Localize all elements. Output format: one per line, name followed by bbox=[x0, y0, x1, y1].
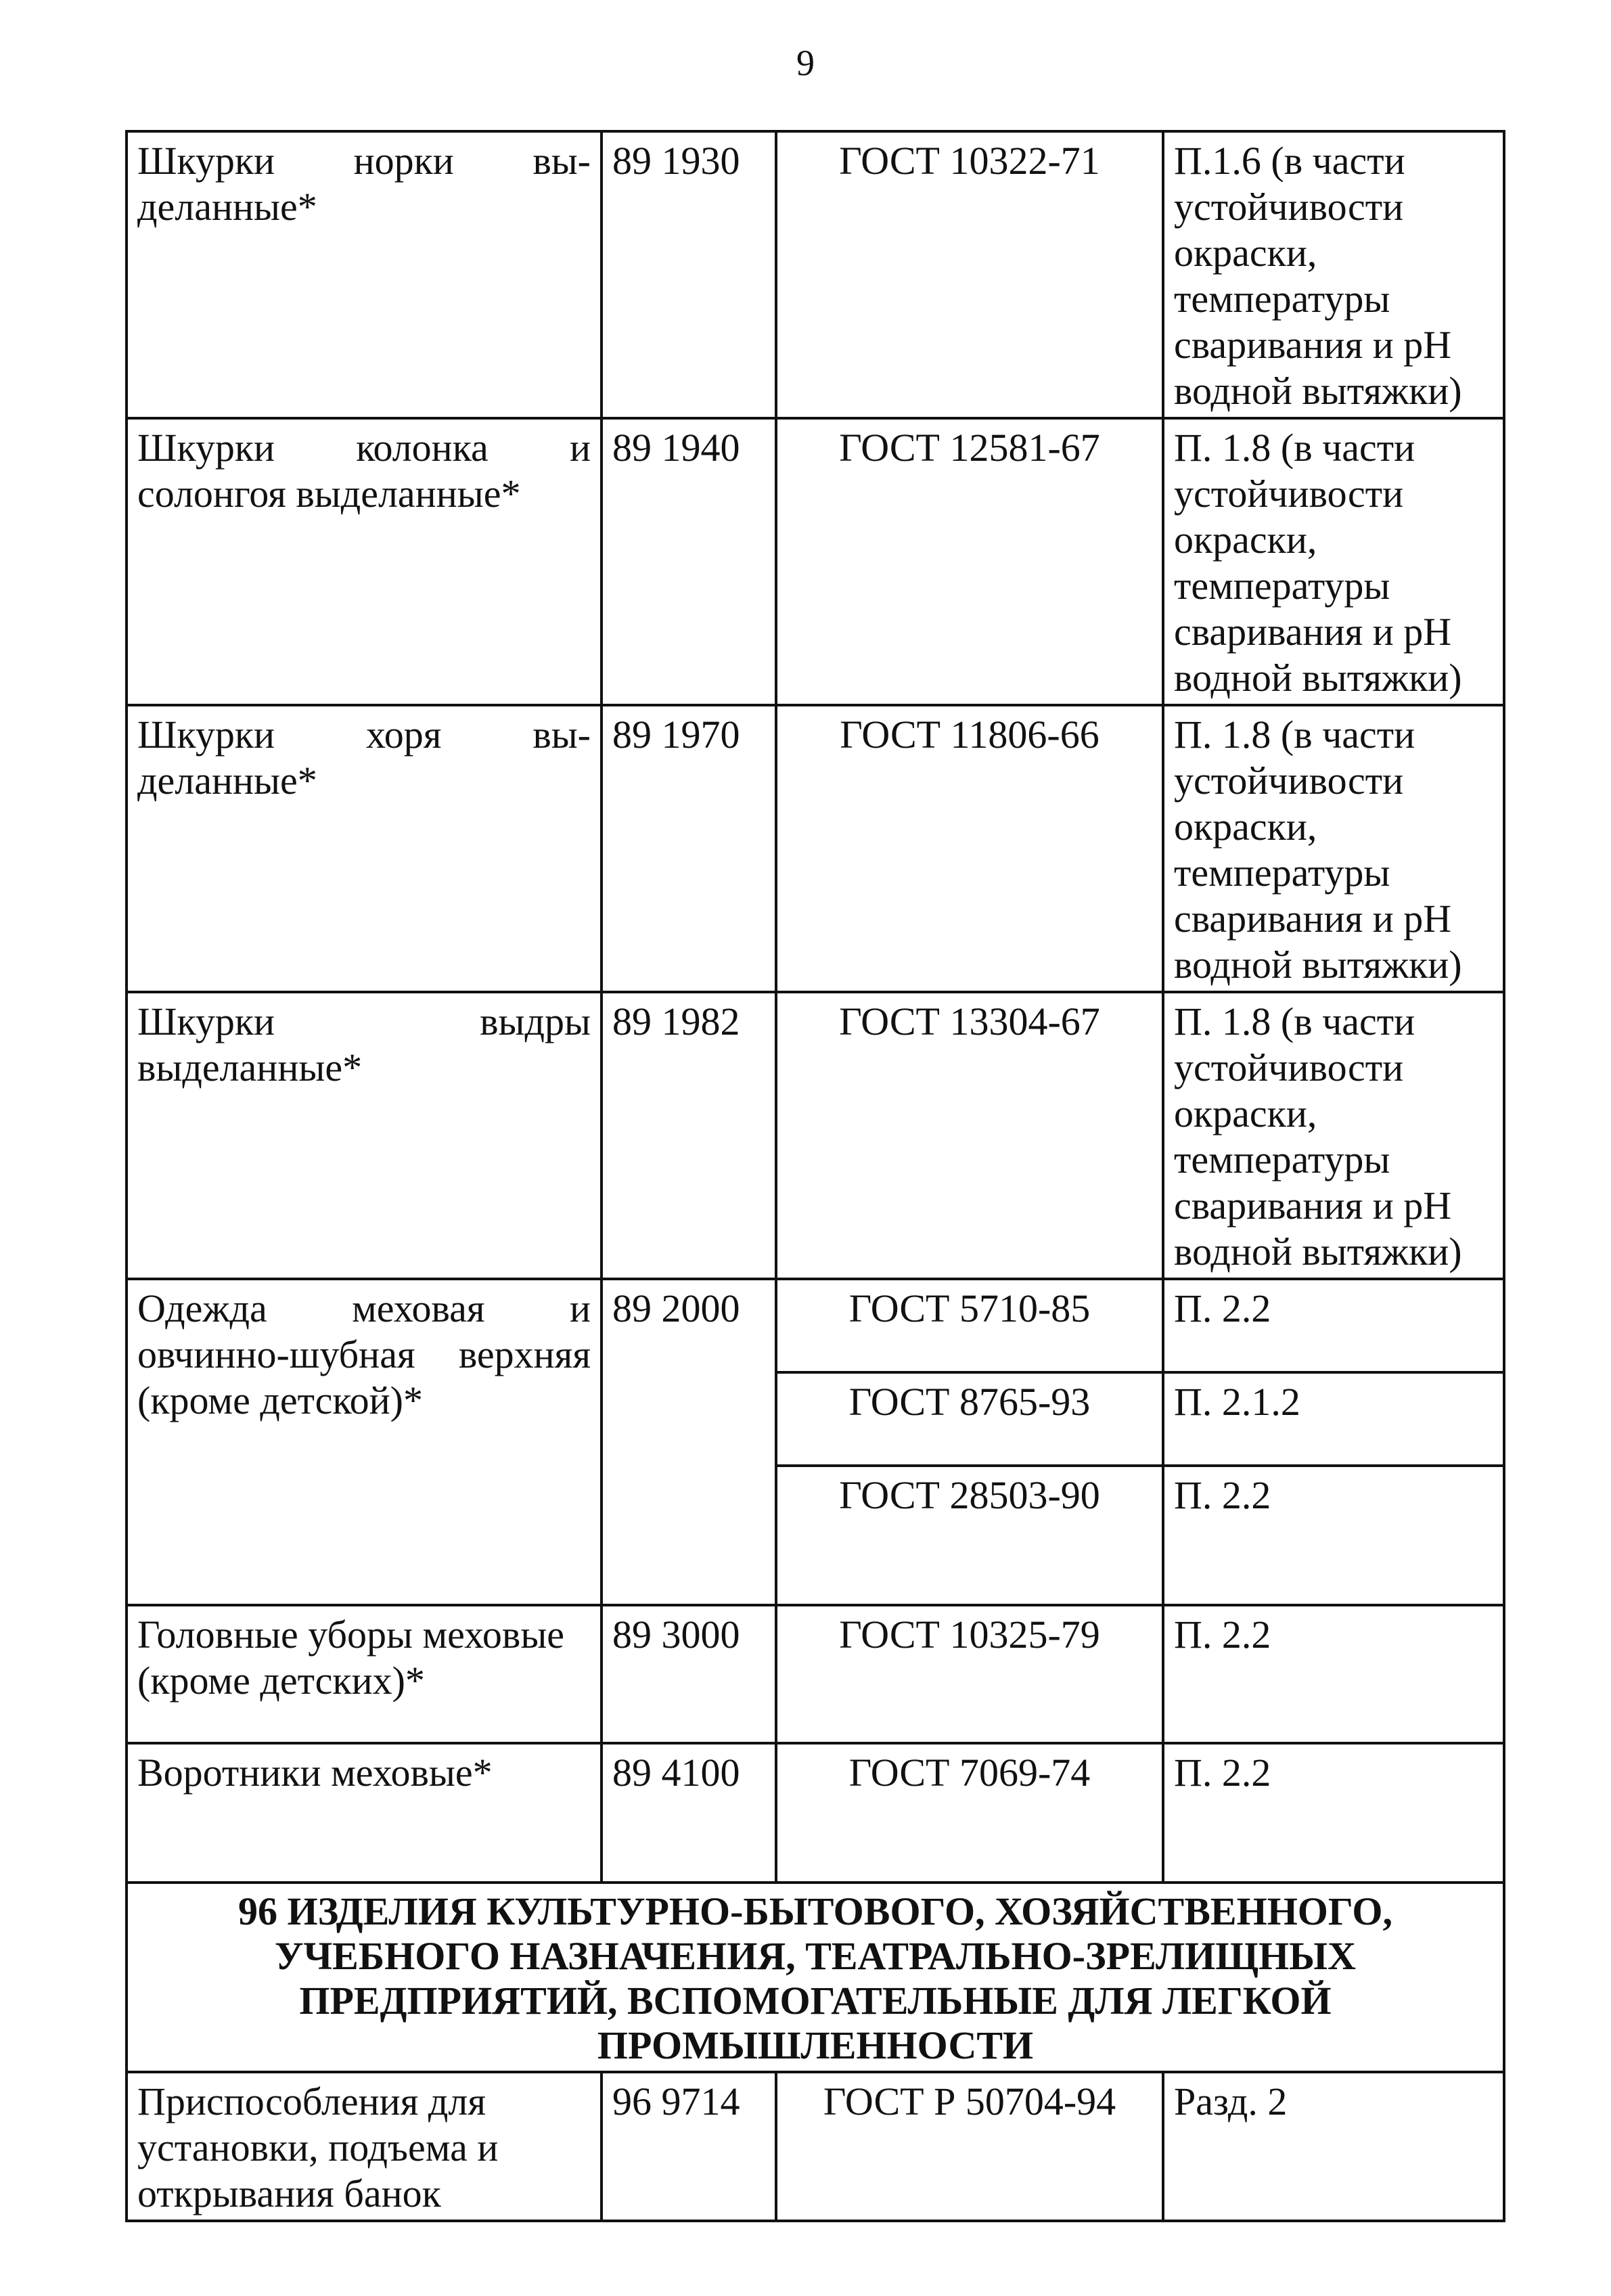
product-name-cell: Шкурки норки вы-деланные* bbox=[127, 131, 602, 418]
standard-cell: ГОСТ 28503-90 bbox=[776, 1466, 1163, 1605]
table-row bbox=[127, 992, 1504, 1279]
clause-cell: П. 2.1.2 bbox=[1163, 1372, 1504, 1466]
standard-cell: ГОСТ 13304-67 bbox=[776, 992, 1163, 1279]
table-row bbox=[127, 705, 1504, 992]
product-name-cell: Шкурки колонка и солонгоя выделанные* bbox=[127, 418, 602, 705]
clause-cell: П. 1.8 (в части устойчивости окраски, температуры сваривания и pH водной вытяжки) bbox=[1163, 705, 1504, 992]
clause-cell: Разд. 2 bbox=[1163, 2072, 1504, 2221]
product-code-cell: 89 1940 bbox=[602, 418, 776, 705]
clause-cell: П. 1.8 (в части устойчивости окраски, температуры сваривания и pH водной вытяжки) bbox=[1163, 418, 1504, 705]
standard-cell: ГОСТ Р 50704-94 bbox=[776, 2072, 1163, 2221]
table-row bbox=[127, 1605, 1504, 1743]
product-code-cell: 89 2000 bbox=[602, 1279, 776, 1605]
clause-cell: П. 2.2 bbox=[1163, 1743, 1504, 1883]
standard-cell: ГОСТ 5710-85 bbox=[776, 1279, 1163, 1372]
product-name-cell: Шкурки хоря вы-деланные* bbox=[127, 705, 602, 992]
standard-cell: ГОСТ 7069-74 bbox=[776, 1743, 1163, 1883]
table-row bbox=[127, 1279, 1504, 1372]
standard-cell: ГОСТ 8765-93 bbox=[776, 1372, 1163, 1466]
page-number: 9 bbox=[796, 43, 815, 83]
standards-table bbox=[125, 130, 1505, 2222]
product-code-cell: 96 9714 bbox=[602, 2072, 776, 2221]
clause-cell: П.1.6 (в части устойчивости окраски, температуры сваривания и pH водной вытяжки) bbox=[1163, 131, 1504, 418]
product-code-cell: 89 3000 bbox=[602, 1605, 776, 1743]
product-name-cell: Приспособления для установки, подъема и открывания банок bbox=[127, 2072, 602, 2221]
table-row bbox=[127, 418, 1504, 705]
product-name-cell: Шкурки выдры выделанные* bbox=[127, 992, 602, 1279]
table-row bbox=[127, 131, 1504, 418]
section-header-row bbox=[127, 1883, 1504, 2072]
product-code-cell: 89 4100 bbox=[602, 1743, 776, 1883]
clause-cell: П. 2.2 bbox=[1163, 1279, 1504, 1372]
product-code-cell: 89 1982 bbox=[602, 992, 776, 1279]
product-name-cell: Головные уборы меховые (кроме детских)* bbox=[127, 1605, 602, 1743]
section-title: 96 ИЗДЕЛИЯ КУЛЬТУРНО-БЫТОВОГО, ХОЗЯЙСТВЕННОГО, УЧЕБНОГО НАЗНАЧЕНИЯ, ТЕАТРАЛЬНО-ЗРЕЛИЩНЫХ ПРЕДПРИЯТИЙ, ВСПОМОГАТЕЛЬНЫЕ ДЛЯ ЛЕГКОЙ ПРОМЫШЛЕННОСТИ bbox=[127, 1883, 1504, 2072]
standard-cell: ГОСТ 12581-67 bbox=[776, 418, 1163, 705]
clause-cell: П. 1.8 (в части устойчивости окраски, температуры сваривания и pH водной вытяжки) bbox=[1163, 992, 1504, 1279]
product-name-cell: Воротники меховые* bbox=[127, 1743, 602, 1883]
clause-cell: П. 2.2 bbox=[1163, 1466, 1504, 1605]
product-code-cell: 89 1970 bbox=[602, 705, 776, 992]
table-row bbox=[127, 2072, 1504, 2221]
product-name-cell: Одежда меховая и овчинно-шубная верхняя (кроме детской)* bbox=[127, 1279, 602, 1605]
standard-cell: ГОСТ 10322-71 bbox=[776, 131, 1163, 418]
clause-cell: П. 2.2 bbox=[1163, 1605, 1504, 1743]
standard-cell: ГОСТ 11806-66 bbox=[776, 705, 1163, 992]
table-row bbox=[127, 1743, 1504, 1883]
standard-cell: ГОСТ 10325-79 bbox=[776, 1605, 1163, 1743]
product-code-cell: 89 1930 bbox=[602, 131, 776, 418]
